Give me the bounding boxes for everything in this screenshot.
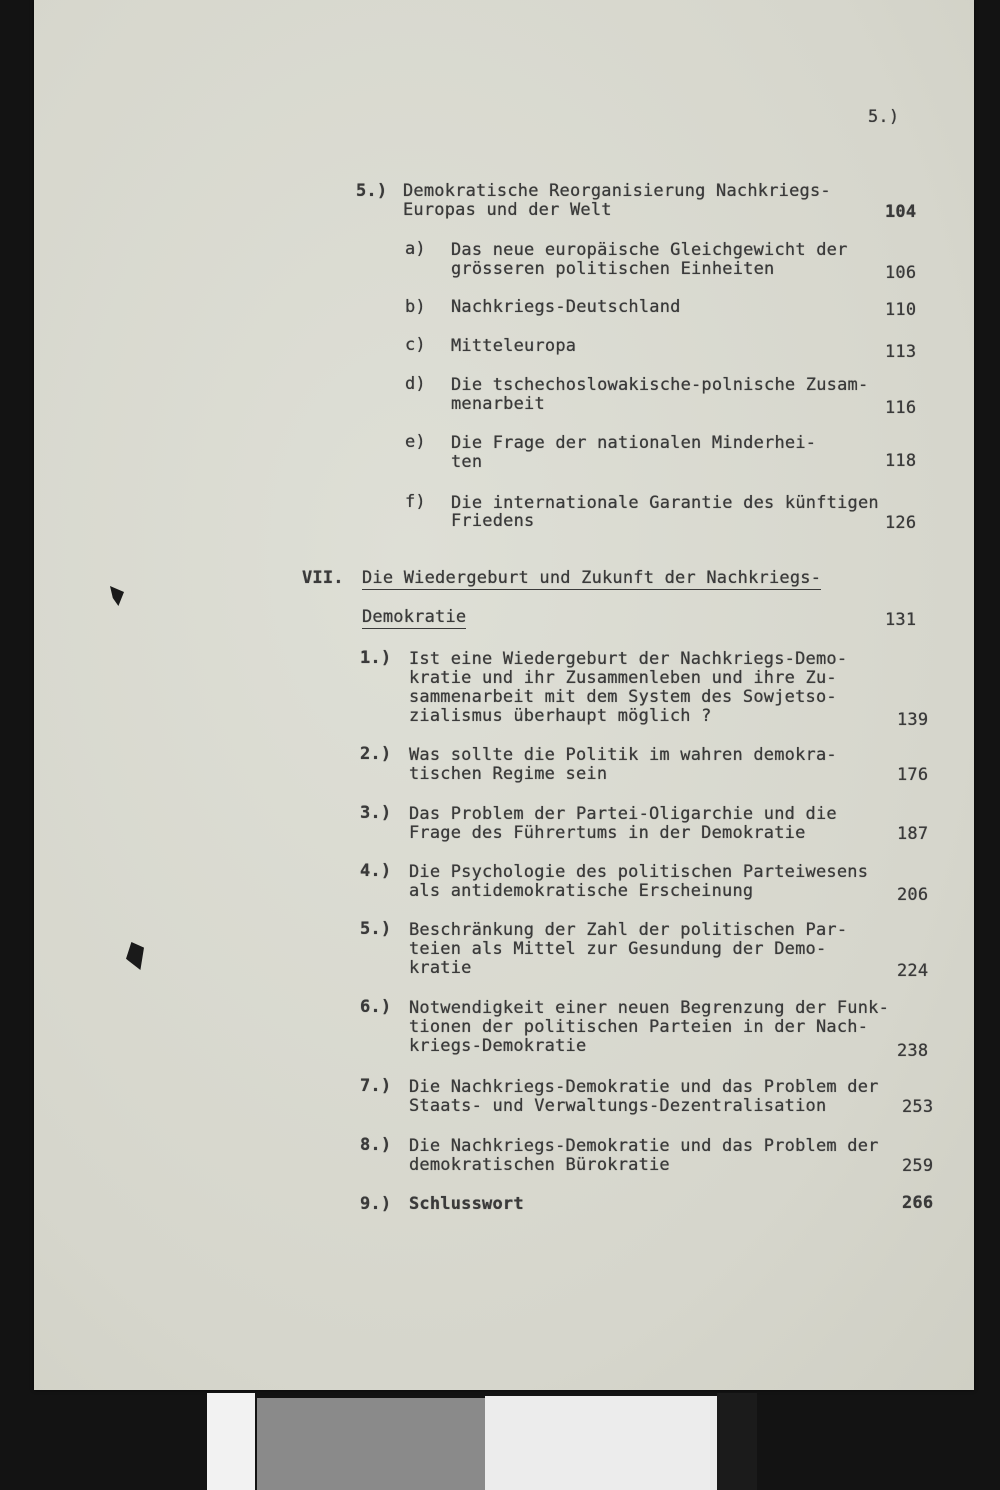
calibration-card-gray: [257, 1398, 485, 1490]
item-marker: 1.): [360, 648, 392, 668]
chapter-title-line1: Die Wiedergeburt und Zukunft der Nachkriegs-: [362, 568, 822, 588]
subitem-line: Die tschechoslowakische-polnische Zusam-: [451, 375, 869, 395]
punch-hole-bottom: [126, 942, 144, 970]
item-line: Beschränkung der Zahl der politischen Par-: [409, 920, 848, 940]
item-page: 187: [897, 824, 929, 844]
page-number: 5.): [868, 107, 900, 127]
item-marker: 9.): [360, 1194, 392, 1214]
subitem-line: Friedens: [451, 511, 535, 531]
subitem-page: 113: [885, 342, 917, 362]
item-line: tischen Regime sein: [409, 764, 608, 784]
item-marker: 4.): [360, 861, 392, 881]
subitem-page: 106: [885, 263, 917, 283]
subitem-page: 116: [885, 398, 917, 418]
subitem-marker: f): [405, 492, 426, 512]
subitem-line: ten: [451, 452, 483, 472]
item-line: demokratischen Bürokratie: [409, 1155, 670, 1175]
item-page: 224: [897, 961, 929, 981]
subitem-marker: c): [405, 335, 426, 355]
subitem-line: menarbeit: [451, 394, 545, 414]
item-line: Die Psychologie des politischen Parteiwesens: [409, 862, 869, 882]
calibration-card-light: [485, 1396, 717, 1490]
item-line: teien als Mittel zur Gesundung der Demo-: [409, 939, 827, 959]
subitem-page: 110: [885, 300, 917, 320]
item-marker: 2.): [360, 744, 392, 764]
chapter-numeral: VII.: [302, 568, 344, 588]
subitem-line: Mitteleuropa: [451, 336, 577, 356]
item-page: 139: [897, 710, 929, 730]
subitem-page: 126: [885, 513, 917, 533]
item-page: 253: [902, 1097, 934, 1117]
item-line: kriegs-Demokratie: [409, 1036, 587, 1056]
subitem-line: Die Frage der nationalen Minderhei-: [451, 433, 817, 453]
punch-hole-top: [110, 586, 124, 606]
item-line: Das Problem der Partei-Oligarchie und die: [409, 804, 837, 824]
item-line: Die Nachkriegs-Demokratie und das Problem der: [409, 1077, 879, 1097]
item-page: 259: [902, 1156, 934, 1176]
subitem-marker: a): [405, 239, 426, 259]
item-line: kratie und ihr Zusammenleben und ihre Zu-: [409, 668, 837, 688]
subitem-page: 118: [885, 451, 917, 471]
item-line: tionen der politischen Parteien in der Nach-: [409, 1017, 869, 1037]
item-line: Ist eine Wiedergeburt der Nachkriegs-Demo-: [409, 649, 848, 669]
subitem-marker: e): [405, 432, 426, 452]
chapter-title-line2: Demokratie: [362, 607, 467, 627]
item-line: sammenarbeit mit dem System des Sowjetso-: [409, 687, 837, 707]
item-page: 206: [897, 885, 929, 905]
section5-marker: 5.): [356, 181, 388, 201]
item-line: Frage des Führertums in der Demokratie: [409, 823, 806, 843]
calibration-card-white: [207, 1393, 255, 1490]
item-page: 238: [897, 1041, 929, 1061]
subitem-marker: b): [405, 297, 426, 317]
item-line: Notwendigkeit einer neuen Begrenzung der Funk-: [409, 998, 890, 1018]
item-marker: 3.): [360, 803, 392, 823]
subitem-line: grösseren politischen Einheiten: [451, 259, 775, 279]
section5-page: 104: [885, 202, 917, 222]
calibration-card-black: [717, 1393, 757, 1490]
item-marker: 7.): [360, 1076, 392, 1096]
subitem-marker: d): [405, 374, 426, 394]
section5-title-line: Demokratische Reorganisierung Nachkriegs-: [403, 181, 831, 201]
item-marker: 8.): [360, 1135, 392, 1155]
item-line: Die Nachkriegs-Demokratie und das Problem der: [409, 1136, 879, 1156]
section5-title-line: Europas und der Welt: [403, 200, 612, 220]
subitem-line: Das neue europäische Gleichgewicht der: [451, 240, 848, 260]
item-line: zialismus überhaupt möglich ?: [409, 706, 712, 726]
item-marker: 5.): [360, 919, 392, 939]
item-line: Was sollte die Politik im wahren demokra-: [409, 745, 837, 765]
item-marker: 6.): [360, 997, 392, 1017]
item-page: 266: [902, 1193, 934, 1213]
subitem-line: Nachkriegs-Deutschland: [451, 297, 681, 317]
item-line: als antidemokratische Erscheinung: [409, 881, 754, 901]
chapter-page: 131: [885, 610, 917, 630]
item-page: 176: [897, 765, 929, 785]
subitem-line: Die internationale Garantie des künftigen: [451, 493, 879, 513]
item-line: Staats- und Verwaltungs-Dezentralisation: [409, 1096, 827, 1116]
item-line: kratie: [409, 958, 472, 978]
item-line: Schlusswort: [409, 1194, 524, 1214]
